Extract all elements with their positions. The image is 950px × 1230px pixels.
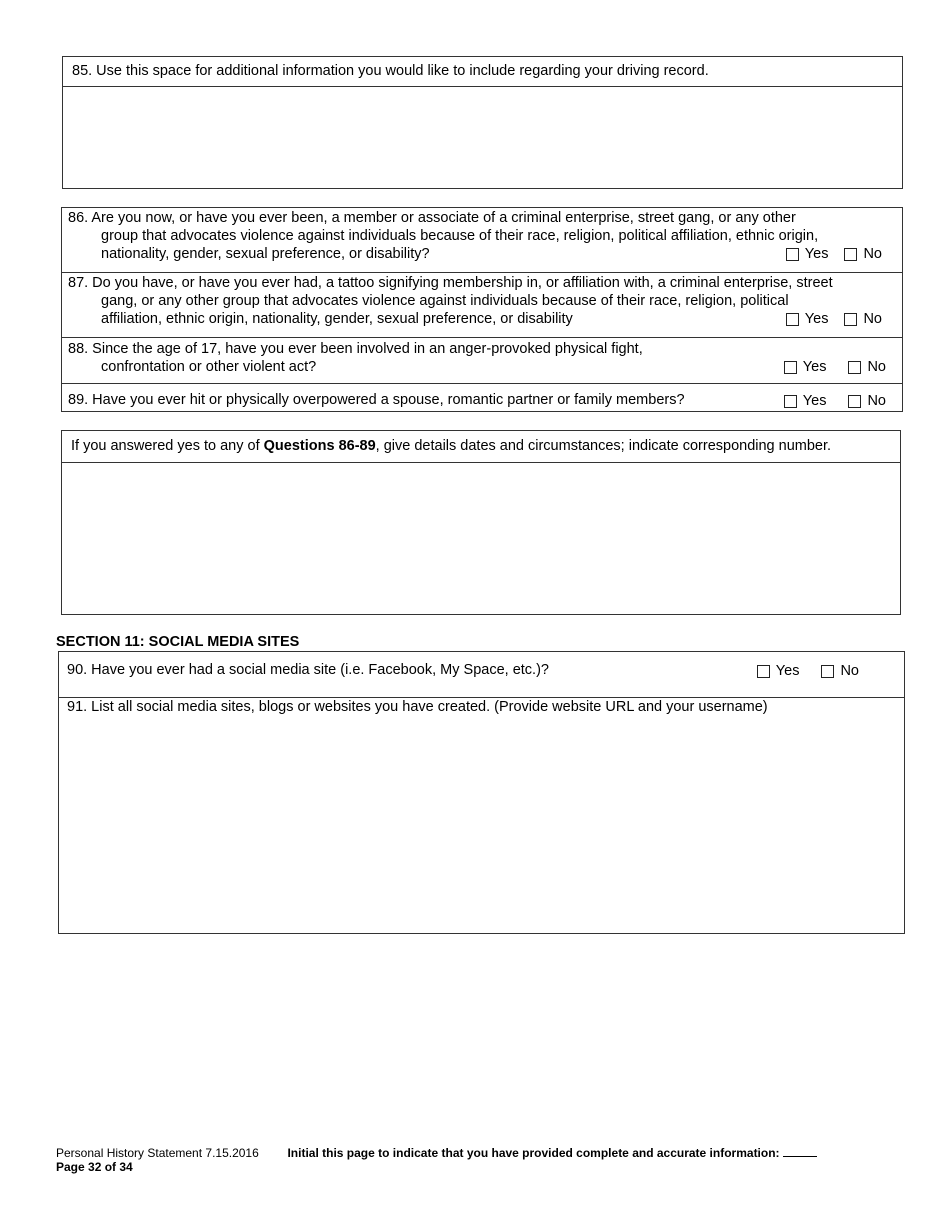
q90-no[interactable] xyxy=(821,662,859,680)
q91-answer-field[interactable] xyxy=(59,716,904,942)
q86-yes-label: Yes xyxy=(804,246,829,262)
q85-box xyxy=(62,56,903,189)
footer-line1 xyxy=(56,1145,896,1160)
q86-text-line2: group that advocates violence against individuals because of their race, religion, political affiliation, ethnic origin, xyxy=(101,228,819,244)
q89-no-label: No xyxy=(867,393,886,409)
q88-no-checkbox[interactable] xyxy=(848,361,861,374)
q90-options xyxy=(757,662,859,680)
q86-yes-checkbox[interactable] xyxy=(786,248,799,261)
footer-doc-name: Personal History Statement 7.15.2016 xyxy=(56,1146,259,1160)
section-11-box xyxy=(58,651,905,934)
q87-no[interactable] xyxy=(844,310,882,328)
q88-no[interactable] xyxy=(848,358,886,376)
q90-yes[interactable] xyxy=(757,662,800,680)
q88-yes[interactable] xyxy=(784,358,827,376)
q87-options xyxy=(786,310,882,328)
q86-yes[interactable] xyxy=(786,245,829,263)
q88-text-line1: 88. Since the age of 17, have you ever been involved in an anger-provoked physical fight, xyxy=(68,341,643,357)
footer-initial-prompt: Initial this page to indicate that you have provided complete and accurate information: xyxy=(287,1146,780,1160)
details-prompt xyxy=(62,431,900,463)
details-answer-field[interactable] xyxy=(62,463,900,611)
q89-no[interactable] xyxy=(848,392,886,410)
q89-yes[interactable] xyxy=(784,392,827,410)
q85-label: 85. Use this space for additional information you would like to include regarding your driving record. xyxy=(63,57,902,87)
q89-row xyxy=(62,384,902,425)
q91-label: 91. List all social media sites, blogs or websites you have created. (Provide website URL and your username) xyxy=(67,699,768,715)
q90-yes-checkbox[interactable] xyxy=(757,665,770,678)
q90-no-label: No xyxy=(840,663,859,679)
q88-row xyxy=(62,338,902,384)
q87-yes-label: Yes xyxy=(804,311,829,327)
q90-row xyxy=(59,652,904,698)
q88-text-line2: confrontation or other violent act? xyxy=(101,359,317,375)
q87-text-line1: 87. Do you have, or have you ever had, a tattoo signifying membership in, or affiliation with, a criminal enterprise, street xyxy=(68,275,833,291)
section-11-title: SECTION 11: SOCIAL MEDIA SITES xyxy=(56,634,300,650)
q87-text-line3: affiliation, ethnic origin, nationality, gender, sexual preference, or disability xyxy=(101,311,573,327)
q87-text-line2: gang, or any other group that advocates violence against individuals because of their race, religion, political xyxy=(101,293,789,309)
q89-text-line1: 89. Have you ever hit or physically overpowered a spouse, romantic partner or family members? xyxy=(68,392,685,408)
q87-no-label: No xyxy=(863,311,882,327)
q88-no-label: No xyxy=(867,359,886,375)
q89-yes-label: Yes xyxy=(802,393,827,409)
q89-no-checkbox[interactable] xyxy=(848,395,861,408)
q87-yes[interactable] xyxy=(786,310,829,328)
details-box xyxy=(61,430,901,615)
q86-no-checkbox[interactable] xyxy=(844,248,857,261)
q86-no[interactable] xyxy=(844,245,882,263)
q90-no-checkbox[interactable] xyxy=(821,665,834,678)
q86-text-line1: 86. Are you now, or have you ever been, a member or associate of a criminal enterprise, street gang, or any other xyxy=(68,210,796,226)
q90-text: 90. Have you ever had a social media site (i.e. Facebook, My Space, etc.)? xyxy=(67,662,549,678)
footer-page-number: Page 32 of 34 xyxy=(56,1160,133,1174)
q88-yes-label: Yes xyxy=(802,359,827,375)
footer xyxy=(56,1145,896,1174)
q86-row xyxy=(62,208,902,273)
q88-options xyxy=(784,358,886,376)
q85-answer-field[interactable] xyxy=(63,87,902,187)
questions-86-89-box xyxy=(61,207,903,412)
q88-yes-checkbox[interactable] xyxy=(784,361,797,374)
q89-yes-checkbox[interactable] xyxy=(784,395,797,408)
details-suffix: , give details dates and circumstances; indicate corresponding number. xyxy=(375,438,832,454)
q87-row xyxy=(62,273,902,338)
q87-yes-checkbox[interactable] xyxy=(786,313,799,326)
q87-no-checkbox[interactable] xyxy=(844,313,857,326)
q86-text-line3: nationality, gender, sexual preference, or disability? xyxy=(101,246,430,262)
q86-no-label: No xyxy=(863,246,882,262)
q86-options xyxy=(786,245,882,263)
footer-initial-field[interactable] xyxy=(783,1145,817,1157)
details-prefix: If you answered yes to any of xyxy=(71,438,264,454)
q90-yes-label: Yes xyxy=(775,663,800,679)
details-bold: Questions 86-89 xyxy=(263,438,376,454)
q89-options xyxy=(784,392,886,410)
